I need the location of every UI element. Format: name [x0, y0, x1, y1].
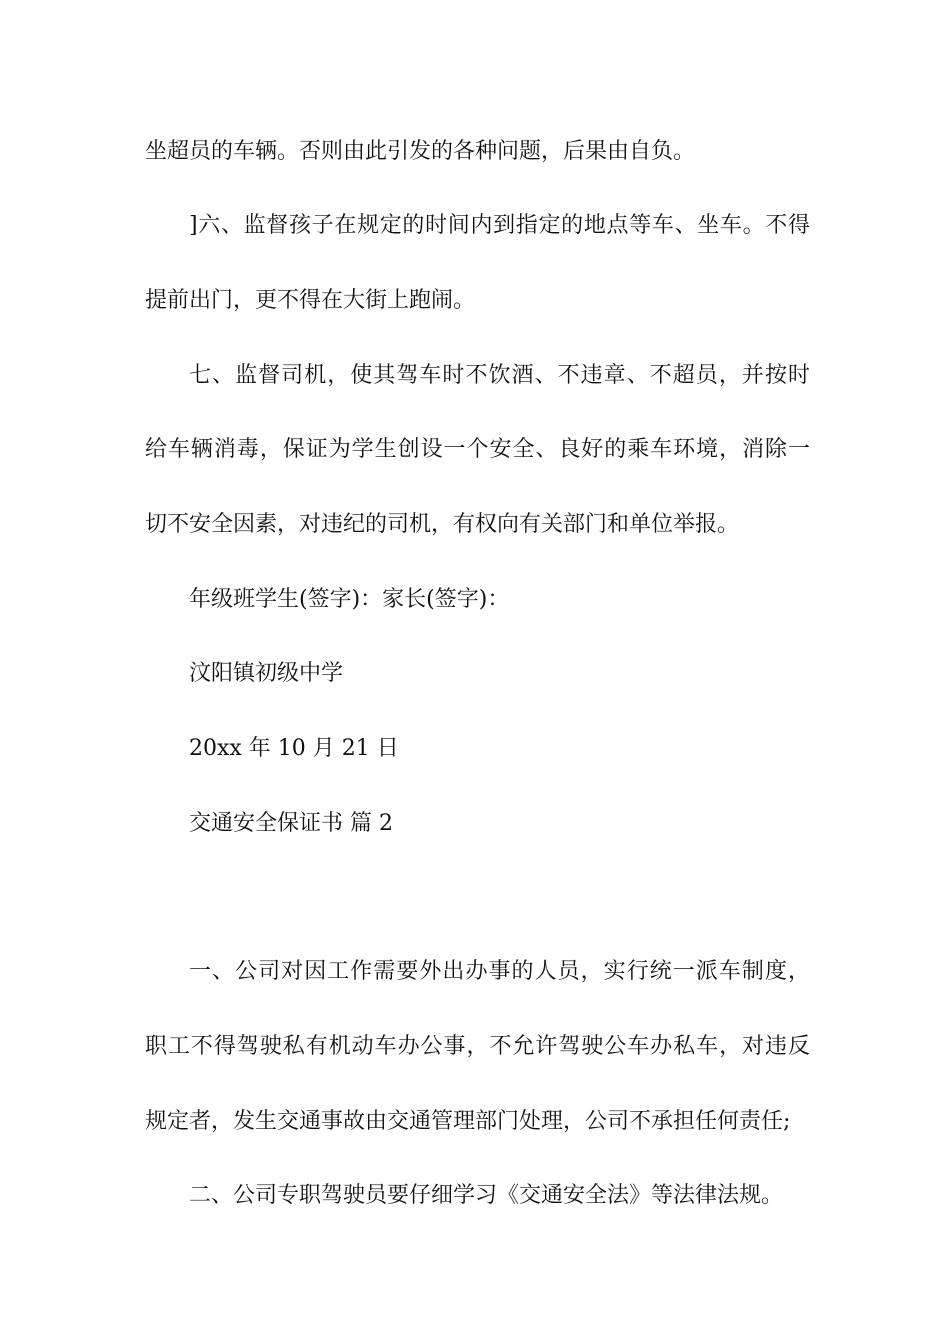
- text-line: 一、公司对因工作需要外出办事的人员，实行统一派车制度，: [189, 959, 810, 984]
- text-line: 规定者，发生交通事故由交通管理部门处理，公司不承担任何责任;: [145, 1109, 791, 1134]
- signature-line: 年级班学生(签字)：家长(签字)：: [189, 587, 510, 612]
- date-line: 20xx 年 10 月 21 日: [189, 736, 399, 761]
- section-heading: 交通安全保证书 篇 2: [189, 811, 393, 836]
- text-line: 职工不得驾驶私有机动车办公事，不允许驾驶公车办私车，对违反: [145, 1034, 810, 1059]
- text-line: 给车辆消毒，保证为学生创设一个安全、良好的乘车环境，消除一: [145, 437, 810, 462]
- text-line: 七、监督司机，使其驾车时不饮酒、不违章、不超员，并按时: [189, 363, 810, 388]
- text-line: 坐超员的车辆。否则由此引发的各种问题，后果由自负。: [145, 139, 696, 164]
- text-line: 二、公司专职驾驶员要仔细学习《交通安全法》等法律法规。: [189, 1183, 784, 1208]
- text-line: ]六、监督孩子在规定的时间内到指定的地点等车、坐车。不得: [189, 213, 810, 238]
- text-line: 提前出门，更不得在大街上跑闹。: [145, 288, 476, 313]
- text-line: 切不安全因素，对违纪的司机，有权向有关部门和单位举报。: [145, 512, 740, 537]
- school-name: 汶阳镇初级中学: [189, 661, 344, 686]
